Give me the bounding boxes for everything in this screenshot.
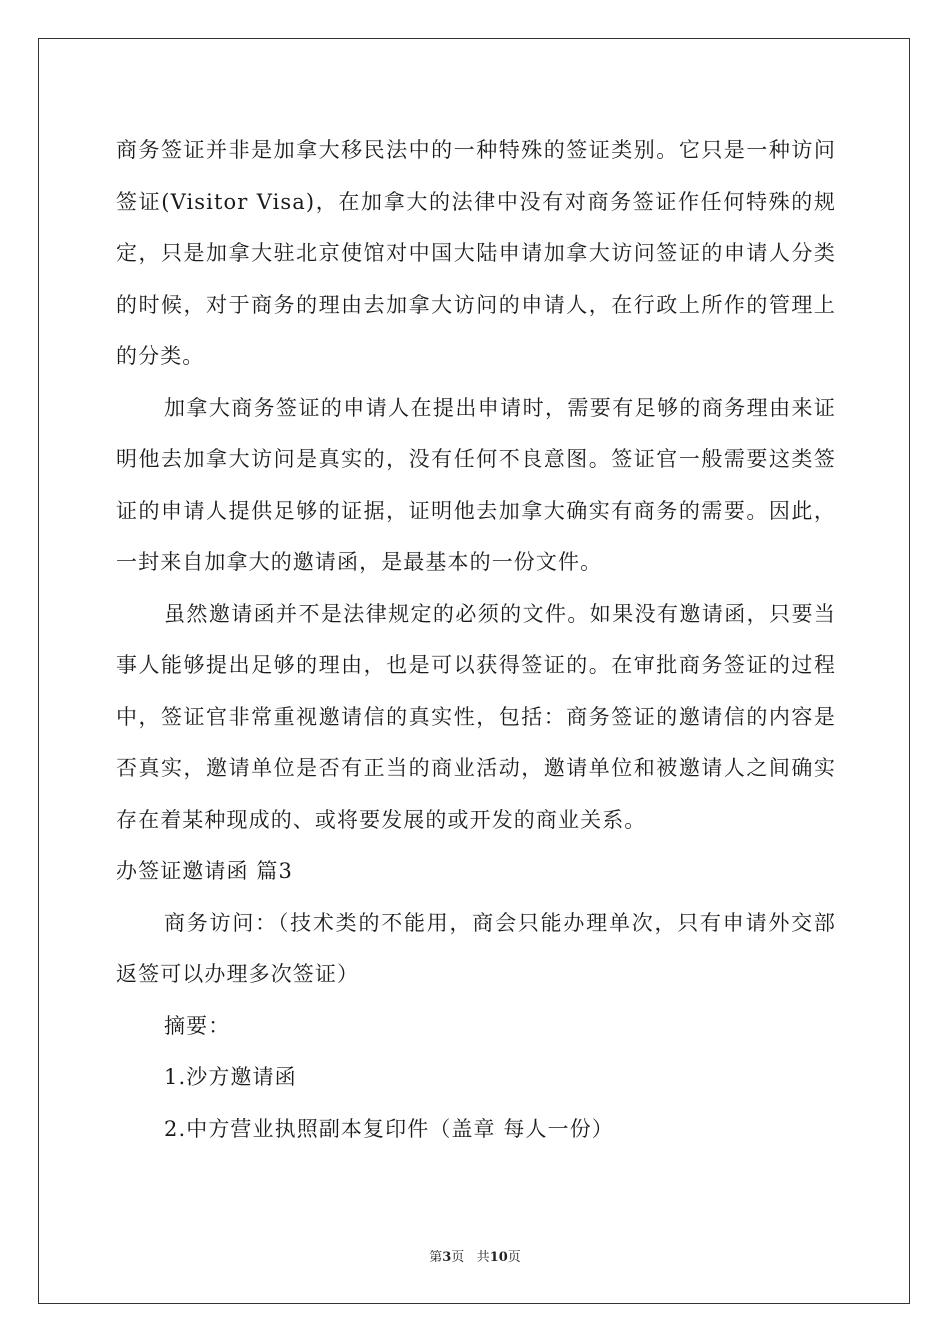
paragraph-5: 摘要： — [164, 1013, 231, 1038]
footer-page-suffix: 页 — [451, 1250, 465, 1265]
paragraph-2: 加拿大商务签证的申请人在提出申请时，需要有足够的商务理由来证明他去加拿大访问是真实的，没有任何不良意图。签证官一般需要这类签证的申请人提供足够的证据，证明他去加拿大确实有商务的需要。因此，一封来自加拿大的邀请函，是最基本的一份文件。 — [116, 395, 836, 574]
section-heading: 办签证邀请函 篇3 — [116, 859, 293, 883]
paragraph-4: 商务访问：（技术类的不能用，商会只能办理单次，只有申请外交部返签可以办理多次签证） — [116, 910, 836, 986]
list-item-1: 1.沙方邀请函 — [164, 1065, 297, 1089]
footer-total-suffix: 页 — [507, 1250, 521, 1265]
footer-page-number: 3 — [442, 1250, 452, 1265]
footer-total-prefix: 共 — [476, 1250, 490, 1265]
page-footer — [0, 1246, 950, 1265]
footer-total-pages: 10 — [489, 1250, 508, 1265]
footer-prefix: 第 — [429, 1250, 443, 1265]
paragraph-3: 虽然邀请函并不是法律规定的必须的文件。如果没有邀请函，只要当事人能够提出足够的理由，也是可以获得签证的。在审批商务签证的过程中，签证官非常重视邀请信的真实性，包括：商务签证的邀请信的内容是否真实，邀请单位是否有正当的商业活动，邀请单位和被邀请人之间确实存在着某种现成的、或将要发展的或开发的商业关系。 — [116, 601, 836, 832]
paragraph-1: 商务签证并非是加拿大移民法中的一种特殊的签证类别。它只是一种访问签证(Visitor Visa)，在加拿大的法律中没有对商务签证作任何特殊的规定，只是加拿大驻北京使馆对中国大陆申请加拿大访问签证的申请人分类的时候，对于商务的理由去加拿大访问的申请人，在行政上所作的管理上的分类。 — [116, 138, 836, 368]
list-item-2: 2.中方营业执照副本复印件（盖章 每人一份） — [164, 1116, 614, 1141]
document-body — [116, 125, 836, 1155]
